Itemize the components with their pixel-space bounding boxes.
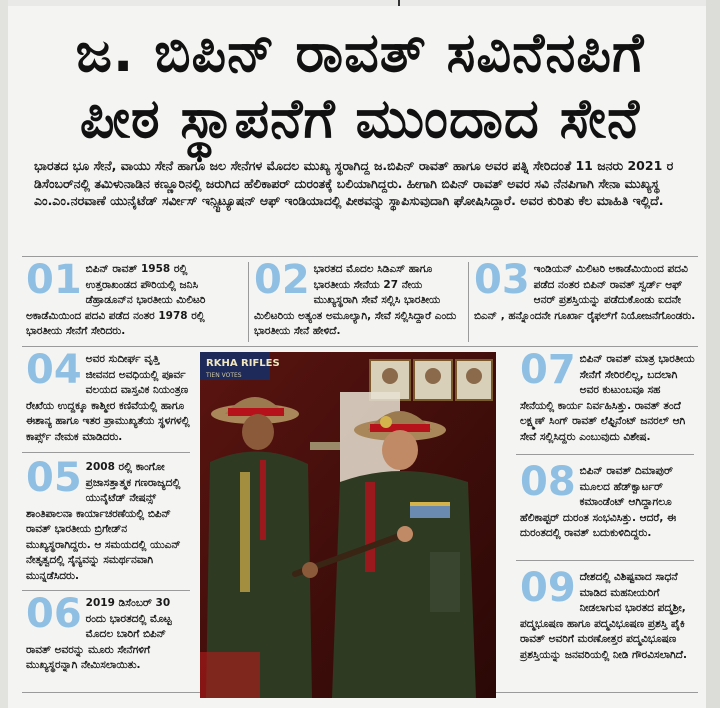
intro-paragraph: ಭಾರತದ ಭೂ ಸೇನೆ, ವಾಯು ಸೇನೆ ಹಾಗೂ ಜಲ ಸೇನೆಗಳ ಮೊದಲ ಮುಖ್ಯ ಸ್ಥರಾಗಿದ್ದ ಜ.ಬಿಪಿನ್ ರಾವತ್ ಹಾಗೂ ಅವರ ಪತ್ನಿ ಸೇರಿದಂತೆ 11 ಜನರು 2021 ರ ಡಿಸೆಂಬರ್‌ನಲ್ಲಿ ತಮಿಳುನಾಡಿನ ಕಣ್ಣೂರಿನಲ್ಲಿ ಜರುಗಿದ ಹೆಲಿಕಾಪರ್ ದುರಂತಕ್ಕೆ ಬಲಿಯಾಗಿದ್ದರು. ಹೀಗಾಗಿ ಬಿಪಿನ್ ರಾವತ್ ಅವರ ಸವಿ ನೆನಪಿಗಾಗಿ ಸೇನಾ ಮುಖ್ಯಸ್ಥ ಎಂ.ಎಂ.ನರವಾಣೆ ಯುನೈಟೆಡ್ ಸರ್ವೀಸ್ ಇನ್ಸ್ಟಿಟ್ಯೂಷನ್ ಆಫ್ ಇಂಡಿಯಾದಲ್ಲಿ ಪೀಠವನ್ನು ಸ್ಥಾಪಿಸುವುದಾಗಿ ಘೋಷಿಸಿದ್ದಾರೆ. ಅವರ ಕುರಿತು ಕೆಲ ಮಾಹಿತಿ ಇಲ್ಲಿದೆ. xyxy=(34,158,674,208)
fact-number: 07 xyxy=(520,347,576,393)
fact-text: 2019 ಡಿಸೆಂಬರ್ 30 ರಂದು ಭಾರತದಲ್ಲಿ ಮೊಟ್ಟ ಮೊದಲ ಬಾರಿಗೆ ಬಿಪಿನ್ ರಾವತ್ ಅವರನ್ನು ಮೂರು ಸೇನೆಗಳಿಗೆ ಮುಖ್ಯಸ್ಥರನ್ನಾಗಿ ನೇಮಿಸಲಾಯಿತು. xyxy=(26,597,172,671)
fact-item-08 xyxy=(520,459,696,542)
fact-number: 04 xyxy=(26,347,82,393)
fact-item-09 xyxy=(520,565,696,663)
fact-item-04 xyxy=(26,347,192,445)
fact-text: ದೇಶದಲ್ಲಿ ವಿಶಿಷ್ಟವಾದ ಸಾಧನೆ ಮಾಡಿದ ಮಹನೀಯರಿಗೆ ನೀಡಲಾಗುವ ಭಾರತದ ಪದ್ಮಶ್ರೀ, ಪದ್ಮಭೂಷಣ ಹಾಗೂ ಪದ್ಮವಿಭೂಷಣ ಪ್ರಶಸ್ತಿ ಪೈಕಿ ರಾವತ್ ಅವರಿಗೆ ಮರಣೋತ್ತರ ಪದ್ಮವಿಭೂಷಣ ಪ್ರಶಸ್ತಿಯನ್ನು ಜನವರಿಯಲ್ಲಿ ನೀಡಿ ಗೌರವಿಸಲಾಗಿದೆ. xyxy=(520,571,687,661)
fact-item-05 xyxy=(26,455,192,584)
page-right-edge xyxy=(706,0,720,708)
fact-text: 2008 ರಲ್ಲಿ ಕಾಂಗೋ ಪ್ರಜಾಸತ್ತಾತ್ಮಕ ಗಣರಾಜ್ಯದಲ್ಲಿ ಯುನೈಟೆಡ್ ನೇಷನ್ಸ್ ಶಾಂತಿಪಾಲನಾ ಕಾರ್ಯಾಚರಣೆಯಲ್ಲಿ ಬಿಪಿನ್ ರಾವತ್ ಭಾರತೀಯ ಬ್ರಿಗೇಡ್‌ನ ಮುಖ್ಯಸ್ಥರಾಗಿದ್ದರು. ಆ ಸಮಯದಲ್ಲಿ ಯುಎನ್ ನೇತೃತ್ವದಲ್ಲಿ ಸೈನ್ಯವನ್ನು ಸಮರ್ಥನವಾಗಿ ಮುನ್ನಡೆಸಿದರು. xyxy=(26,461,181,582)
ceremony-photo xyxy=(200,352,496,698)
page-left-edge xyxy=(0,0,8,708)
fact-item-06 xyxy=(26,591,192,674)
item-divider xyxy=(22,452,190,453)
fact-number: 05 xyxy=(26,455,82,501)
headline-line-1: ಜ. ಬಿಪಿನ್ ರಾವತ್ ಸವಿನೆನಪಿಗೆ xyxy=(75,21,645,84)
fact-text: ಬಿಪಿನ್ ರಾವತ್ ಮಾತ್ರ ಭಾರತೀಯ ಸೇನೆಗೆ ಸೇರಿರಲಿಲ್ಲ, ಬದಲಾಗಿ ಅವರ ಕುಟುಂಬವೂ ಸಹ ಸೇನೆಯಲ್ಲಿ ಕಾರ್ಯ ನಿರ್ವಹಿಸಿತ್ತು. ರಾವತ್ ತಂದೆ ಲಕ್ಷ್ಮಣ್ ಸಿಂಗ್ ರಾವತ್ ಲೆಫ್ಟಿನೆಂಟ್ ಜನರಲ್ ಆಗಿ ಸೇವೆ ಸಲ್ಲಿಸಿದ್ದರು ಎಂಬುವುದು ವಿಶೇಷ. xyxy=(520,353,695,443)
fact-text: ಇಂಡಿಯನ್ ಮಿಲಿಟರಿ ಅಕಾಡೆಮಿಯಿಂದ ಪದವಿ ಪಡೆದ ನಂತರ ಬಿಪಿನ್ ರಾವತ್ ಸ್ವರ್ಡ್ ಆಫ್ ಆನರ್ ಪ್ರಶಸ್ತಿಯನ್ನು ಪಡೆದುಕೊಂಡು ಐದನೇ ಬಿಎನ್ , ಹನ್ನೊಂದನೇ ಗೂರ್ಖಾ ರೈಫಲ್‌ಗೆ ನಿಯೋಜನೆಗೊಂಡರು. xyxy=(474,263,696,322)
fact-number: 06 xyxy=(26,591,82,637)
item-divider xyxy=(516,454,694,455)
column-divider xyxy=(468,262,469,342)
fact-text: ಅವರ ಸುದೀರ್ಘ ವೃತ್ತಿ ಜೀವನದ ಅವಧಿಯಲ್ಲಿ ಪೂರ್ವ ವಲಯದ ವಾಸ್ತವಿಕ ನಿಯಂತ್ರಣ ರೇಖೆಯ ಉದ್ದಕ್ಕೂ ಕಾಶ್ಮೀರ ಕಣಿವೆಯಲ್ಲಿ ಹಾಗೂ ಈಶಾನ್ಯ ಹಾಗೂ ಇತರ ಪ್ರಾಮುಖ್ಯತೆಯ ಸ್ಥಳಗಳಲ್ಲಿ ಕಾರ್ಪ್ಸ್ ನೇಮಕ ಮಾಡಿದರು. xyxy=(26,353,190,443)
fact-text: ಬಿಪಿನ್ ರಾವತ್ 1958 ರಲ್ಲಿ ಉತ್ತರಾಖಂಡದ ಪೌರಿಯಲ್ಲಿ ಜನಿಸಿ ಡೆಹ್ರಾಡೂನ್‌ನ ಭಾರತೀಯ ಮಿಲಿಟರಿ ಅಕಾಡೆಮಿಯಿಂದ ಪದವಿ ಪಡೆದ ನಂತರ 1978 ರಲ್ಲಿ ಭಾರತೀಯ ಸೇನೆಗೆ ಸೇರಿದರು. xyxy=(26,263,206,337)
banner-text: RKHA RIFLES xyxy=(206,358,280,369)
fact-number: 02 xyxy=(254,257,310,303)
banner-subtext: TIEN VOTES xyxy=(206,372,242,379)
fact-number: 08 xyxy=(520,459,576,505)
top-marker xyxy=(398,0,400,6)
section-divider xyxy=(22,346,698,347)
fact-number: 09 xyxy=(520,565,576,611)
fact-number: 03 xyxy=(474,257,530,303)
ceremony-photo-illustration xyxy=(200,352,496,698)
top-strip xyxy=(0,0,720,6)
fact-item-03 xyxy=(474,257,696,324)
column-divider xyxy=(248,262,249,342)
fact-item-01 xyxy=(26,257,242,340)
fact-item-07 xyxy=(520,347,696,445)
fact-text: ಬಿಪಿನ್ ರಾವತ್ ದಿಮಾಪುರ್ ಮೂಲದ ಹೆಡ್‌ಕ್ವಾರ್ಟರ್ ಕಮಾಂಡೆಂಟ್ ಆಗಿದ್ದಾಗಲೂ ಹೆಲಿಕಾಪ್ಟರ್ ದುರಂತ ಸಂಭವಿಸಿತ್ತು. ಆದರೆ, ಈ ದುರಂತದಲ್ಲಿ ರಾವತ್ ಬದುಕುಳಿದಿದ್ದರು. xyxy=(520,465,677,539)
fact-number: 01 xyxy=(26,257,82,303)
item-divider xyxy=(516,560,694,561)
section-divider xyxy=(22,256,698,257)
fact-item-02 xyxy=(254,257,460,340)
headline-line-2: ಪೀಠ ಸ್ಥಾಪನೆಗೆ ಮುಂದಾದ ಸೇನೆ xyxy=(79,87,641,150)
fact-text: ಭಾರತದ ಮೊದಲ ಸಿಡಿಎಸ್ ಹಾಗೂ ಭಾರತೀಯ ಸೇನೆಯ 27 ನೇಯ ಮುಖ್ಯಸ್ಥರಾಗಿ ಸೇವೆ ಸಲ್ಲಿಸಿ ಭಾರತೀಯ ಮಿಲಿಟರಿಯ ಅತ್ಯಂತ ಅಮೂಲ್ಯಾಗಿ, ಸೇವೆ ಸಲ್ಲಿಸಿದ್ದಾರೆ ಎಂದು ಭಾರತೀಯ ಸೇನೆ ಹೇಳಿದೆ. xyxy=(254,263,457,337)
